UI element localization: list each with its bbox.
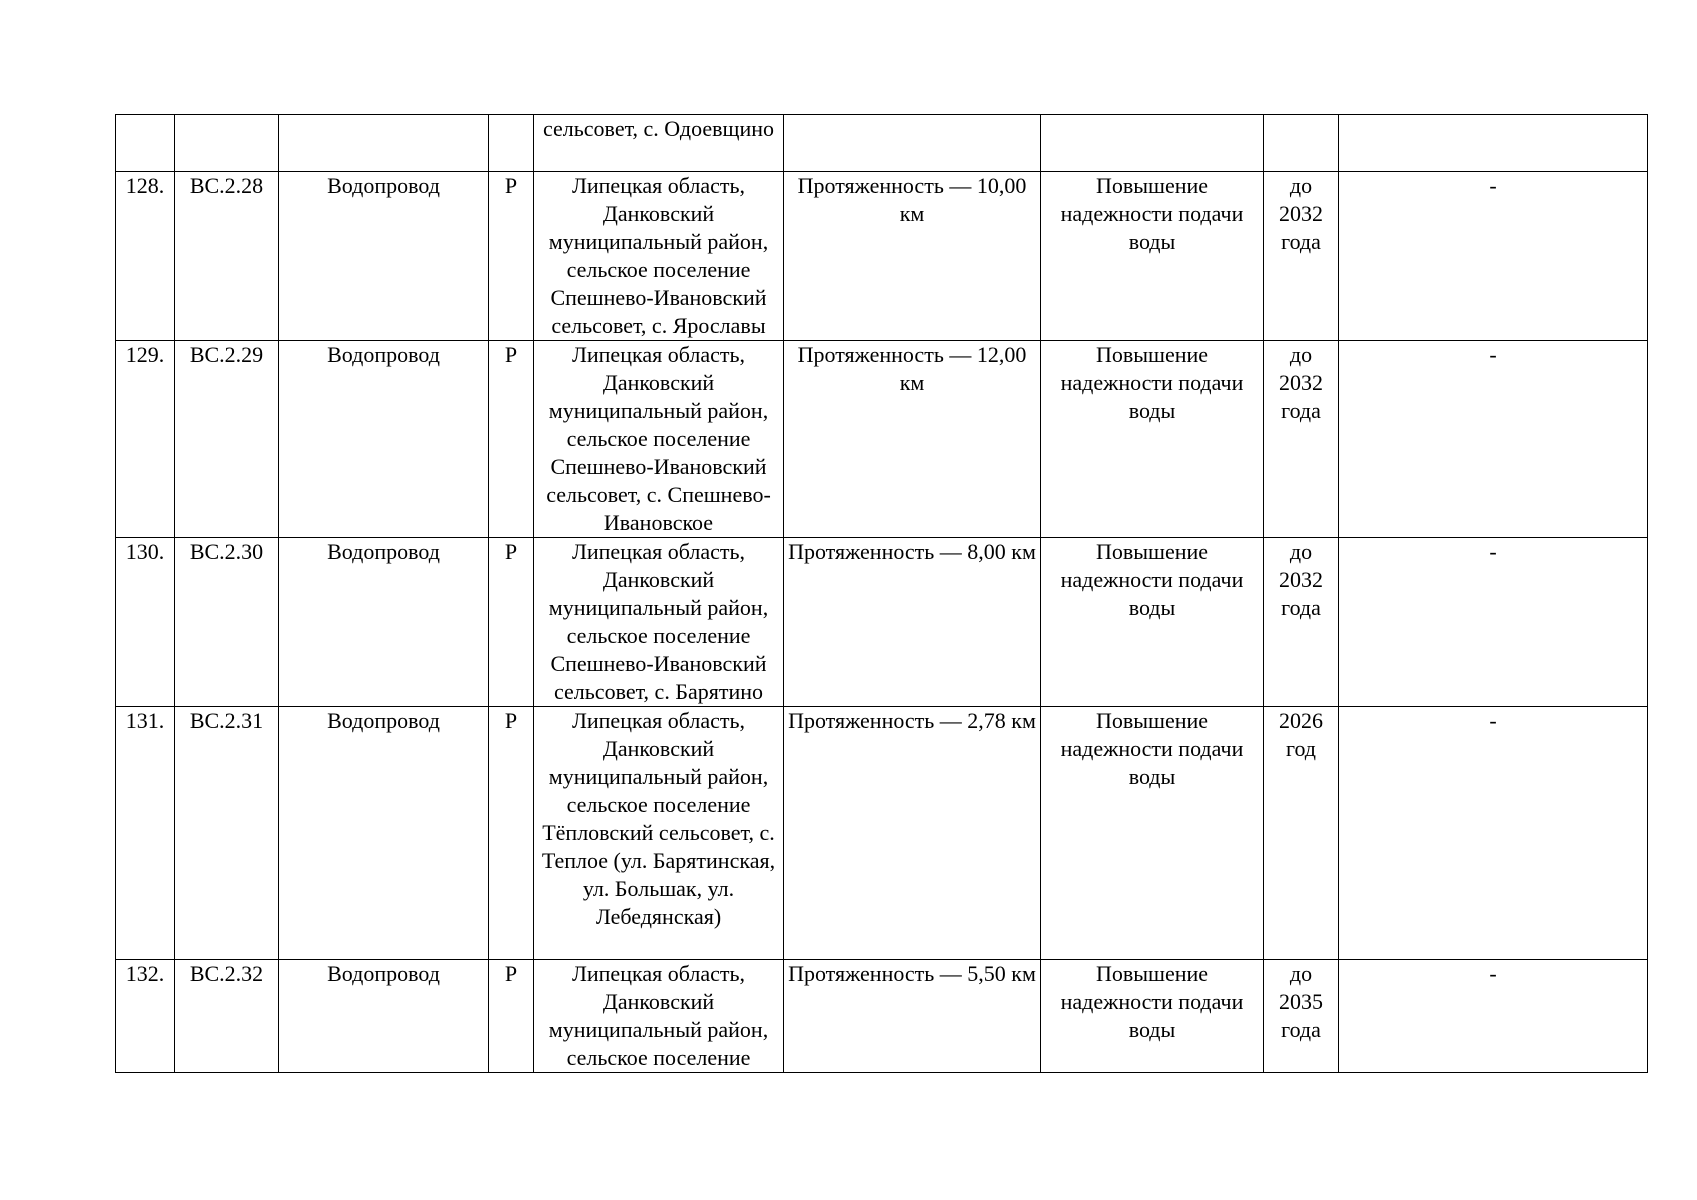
row-number-cell: 128. [116, 172, 175, 341]
location-cell: Липецкая область, Данковский муниципальный район, сельское поселение [534, 960, 784, 1073]
purpose-cell: Повышение надежности подачи воды [1041, 341, 1264, 538]
table-row [116, 172, 1648, 341]
object-name-cell: Водопровод [279, 538, 489, 707]
note-cell: - [1339, 538, 1648, 707]
spec-cell: Протяженность — 8,00 км [784, 538, 1041, 707]
term-cell [1264, 115, 1339, 172]
table-row [116, 341, 1648, 538]
term-cell: до 2032 года [1264, 538, 1339, 707]
object-type-cell [489, 115, 534, 172]
note-cell: - [1339, 341, 1648, 538]
note-cell: - [1339, 172, 1648, 341]
location-cell: Липецкая область, Данковский муниципальный район, сельское поселение Спешнево-Ивановский сельсовет, с. Спешнево-Ивановское [534, 341, 784, 538]
object-type-cell: Р [489, 538, 534, 707]
term-cell: до 2035 года [1264, 960, 1339, 1073]
row-number-cell: 132. [116, 960, 175, 1073]
location-cell: сельсовет, с. Одоевщино [534, 115, 784, 172]
table-row [116, 538, 1648, 707]
location-cell: Липецкая область, Данковский муниципальный район, сельское поселение Спешнево-Ивановский сельсовет, с. Ярославы [534, 172, 784, 341]
purpose-cell: Повышение надежности подачи воды [1041, 960, 1264, 1073]
note-cell [1339, 115, 1648, 172]
object-type-cell: Р [489, 960, 534, 1073]
term-cell: до 2032 года [1264, 341, 1339, 538]
object-code-cell: ВС.2.31 [175, 707, 279, 960]
table-row [116, 115, 1648, 172]
row-number-cell: 130. [116, 538, 175, 707]
purpose-cell: Повышение надежности подачи воды [1041, 707, 1264, 960]
row-number-cell [116, 115, 175, 172]
document-page [115, 114, 1647, 1073]
object-type-cell: Р [489, 341, 534, 538]
location-cell: Липецкая область, Данковский муниципальный район, сельское поселение Тёпловский сельсовет, с. Теплое (ул. Барятинская, ул. Большак, ул. Лебедянская) [534, 707, 784, 960]
table-row [116, 960, 1648, 1073]
objects-table [115, 114, 1648, 1073]
purpose-cell: Повышение надежности подачи воды [1041, 538, 1264, 707]
object-code-cell: ВС.2.28 [175, 172, 279, 341]
note-cell: - [1339, 960, 1648, 1073]
object-code-cell: ВС.2.30 [175, 538, 279, 707]
spec-cell: Протяженность — 5,50 км [784, 960, 1041, 1073]
location-cell: Липецкая область, Данковский муниципальный район, сельское поселение Спешнево-Ивановский сельсовет, с. Барятино [534, 538, 784, 707]
term-cell: до 2032 года [1264, 172, 1339, 341]
row-number-cell: 129. [116, 341, 175, 538]
object-type-cell: Р [489, 707, 534, 960]
spec-cell: Протяженность — 10,00 км [784, 172, 1041, 341]
purpose-cell [1041, 115, 1264, 172]
object-name-cell [279, 115, 489, 172]
table-row [116, 707, 1648, 960]
object-name-cell: Водопровод [279, 341, 489, 538]
object-type-cell: Р [489, 172, 534, 341]
spec-cell [784, 115, 1041, 172]
object-name-cell: Водопровод [279, 707, 489, 960]
object-code-cell: ВС.2.29 [175, 341, 279, 538]
spec-cell: Протяженность — 2,78 км [784, 707, 1041, 960]
spec-cell: Протяженность — 12,00 км [784, 341, 1041, 538]
object-code-cell [175, 115, 279, 172]
object-name-cell: Водопровод [279, 960, 489, 1073]
object-name-cell: Водопровод [279, 172, 489, 341]
note-cell: - [1339, 707, 1648, 960]
object-code-cell: ВС.2.32 [175, 960, 279, 1073]
row-number-cell: 131. [116, 707, 175, 960]
purpose-cell: Повышение надежности подачи воды [1041, 172, 1264, 341]
term-cell: 2026 год [1264, 707, 1339, 960]
